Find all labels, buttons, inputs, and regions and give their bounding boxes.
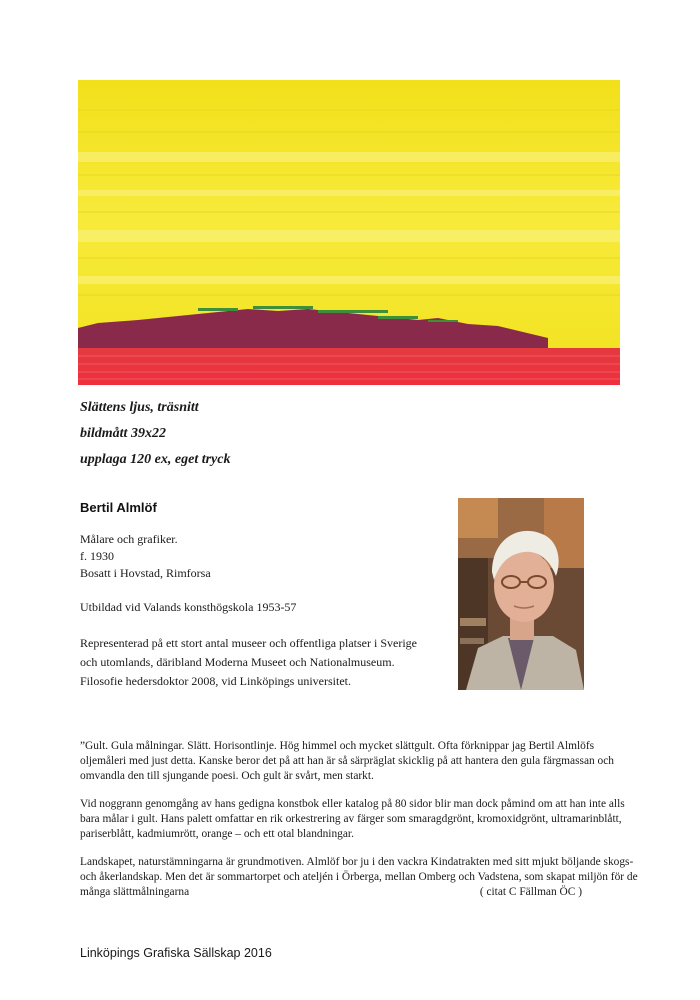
artist-portrait xyxy=(458,498,584,690)
bio-line: och utomlands, däribland Moderna Museet och Nationalmuseum. xyxy=(80,655,395,669)
quote-paragraph: Vid noggrann genomgång av hans gedigna konstbok eller katalog på 80 sidor blir man dock påmind om att han inte alls bara målar i gult. Hans palett omfattar en rik orkestrering av färger som smaragdgrönt, kromoxidgrönt, ultramarinblått, pariserblått, kadmiumrött, orange – och ett otal blandningar. xyxy=(80,798,625,840)
bio-line: Filosofie hedersdoktor 2008, vid Linköpings universitet. xyxy=(80,674,351,688)
artwork-title: Slättens ljus, träsnitt xyxy=(80,400,199,415)
quote-paragraph-text: Landskapet, naturstämningarna är grundmotiven. Almlöf bor ju i den vackra Kindatrakten med sitt mjukt böljande skogs- och åkerlandskap. Men det är sommartorpet och ateljén i Örberga, mellan Omberg och Vadstena, som skapat miljön för de många slättmålningarna xyxy=(80,856,638,898)
bio-line: f. 1930 xyxy=(80,549,114,563)
bio-line: Målare och grafiker. xyxy=(80,532,178,546)
artwork-edition: upplaga 120 ex, eget tryck xyxy=(80,452,231,467)
footer-publisher: Linköpings Grafiska Sällskap 2016 xyxy=(80,946,272,960)
artwork-woodcut xyxy=(78,80,620,385)
artwork-caption xyxy=(80,395,400,473)
quote-paragraph: ”Gult. Gula målningar. Slätt. Horisontlinje. Hög himmel och mycket slättgult. Ofta förknippar jag Bertil Almlöfs oljemåleri med just detta. Kanske beror det på att han är så särpräglat skicklig på att hantera den gula färgmassan och omvandla den till sjungande poesi. Och gult är svårt, men starkt. xyxy=(80,740,615,782)
bio-line: Representerad på ett stort antal museer och offentliga platser i Sverige xyxy=(80,636,417,650)
artist-name: Bertil Almlöf xyxy=(80,500,157,515)
artwork-size: bildmått 39x22 xyxy=(80,426,166,441)
critic-quote xyxy=(80,739,640,913)
quote-paragraph xyxy=(80,855,640,900)
bio-line: Bosatt i Hovstad, Rimforsa xyxy=(80,566,211,580)
quote-citation: ( citat C Fällman ÖC ) xyxy=(479,886,582,898)
bio-line: Utbildad vid Valands konsthögskola 1953-57 xyxy=(80,600,297,614)
